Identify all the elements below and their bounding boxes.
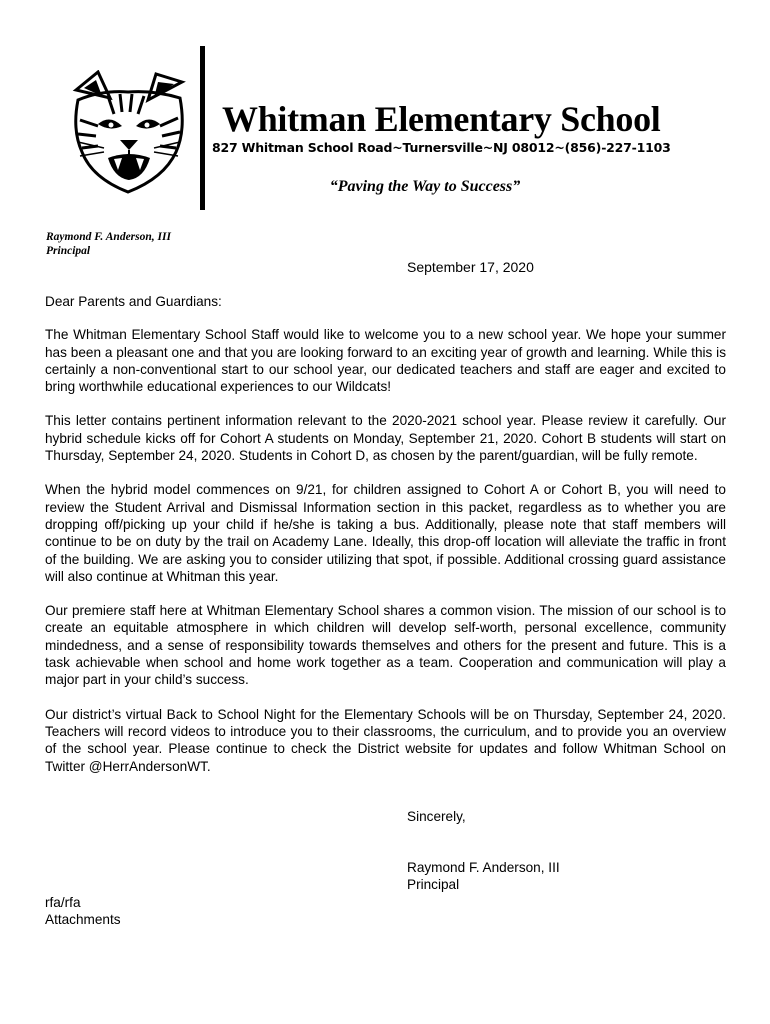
principal-heading-name: Raymond F. Anderson, III (46, 231, 171, 243)
footer-notes (45, 894, 121, 929)
paragraph-welcome: The Whitman Elementary School Staff would like to welcome you to a new school year. We hope your summer has been a pleasant one and that you are looking forward to an exciting year of growth and learning. While this is certainly a non-conventional start to our school year, our dedicated teachers and staff are eager and excited to bring worthwhile educational experiences to our Wildcats! (45, 327, 726, 395)
signature-title: Principal (407, 877, 460, 893)
signature-block (407, 859, 560, 894)
attachments-note: Attachments (45, 912, 121, 928)
school-motto: “Paving the Way to Success” (329, 178, 521, 195)
closing: Sincerely, (407, 809, 466, 824)
principal-heading (46, 230, 171, 258)
letter-date: September 17, 2020 (407, 259, 534, 275)
paragraph-back-to-school-night: Our district’s virtual Back to School Night for the Elementary Schools will be on Thursday, September 24, 2020. Teachers will record videos to introduce you to their classrooms, the curriculum, and to provide you an overview of the school year. Please continue to check the District website for updates and follow Whitman School on Twitter @HerrAndersonWT. (45, 706, 726, 774)
salutation: Dear Parents and Guardians: (45, 294, 222, 309)
letter-body (45, 293, 726, 792)
reference-initials: rfa/rfa (45, 895, 81, 910)
paragraph-schedule: This letter contains pertinent information relevant to the 2020-2021 school year. Please review it carefully. Our hybrid schedule kicks off for Cohort A students on Monday, September 21, 2020. Cohort B students will start on Thursday, September 24, 2020. Students in Cohort D, as chosen by the parent/guardian, will be fully remote. (45, 413, 726, 464)
paragraph-arrival-dismissal: When the hybrid model commences on 9/21, for children assigned to Cohort A or Cohort B, you will need to review the Student Arrival and Dismissal Information section in this packet, regardless as to whether you are dropping off/picking up your child if he/she is taking a bus. Additionally, please note that staff members will continue to be on duty by the trail on Academy Lane. Ideally, this drop-off location will alleviate the traffic in front of the building. We are asking you to consider utilizing that spot, if possible. Additional crossing guard assistance will also continue at Whitman this year. (45, 482, 726, 584)
principal-heading-title: Principal (46, 245, 91, 257)
signature-name: Raymond F. Anderson, III (407, 860, 560, 875)
paragraph-mission: Our premiere staff here at Whitman Elementary School shares a common vision. The mission of our school is to create an equitable atmosphere in which children will develop self-worth, personal excellence, community mindedness, and a sense of responsibility towards themselves and others for the present and future. This is a task achievable when school and home work together as a team. Cooperation and communication will play a major part in your child’s success. (45, 603, 726, 688)
school-address: 827 Whitman School Road~Turnersville~NJ 08012~(856)-227-1103 (212, 140, 671, 155)
school-name: Whitman Elementary School (222, 99, 661, 139)
